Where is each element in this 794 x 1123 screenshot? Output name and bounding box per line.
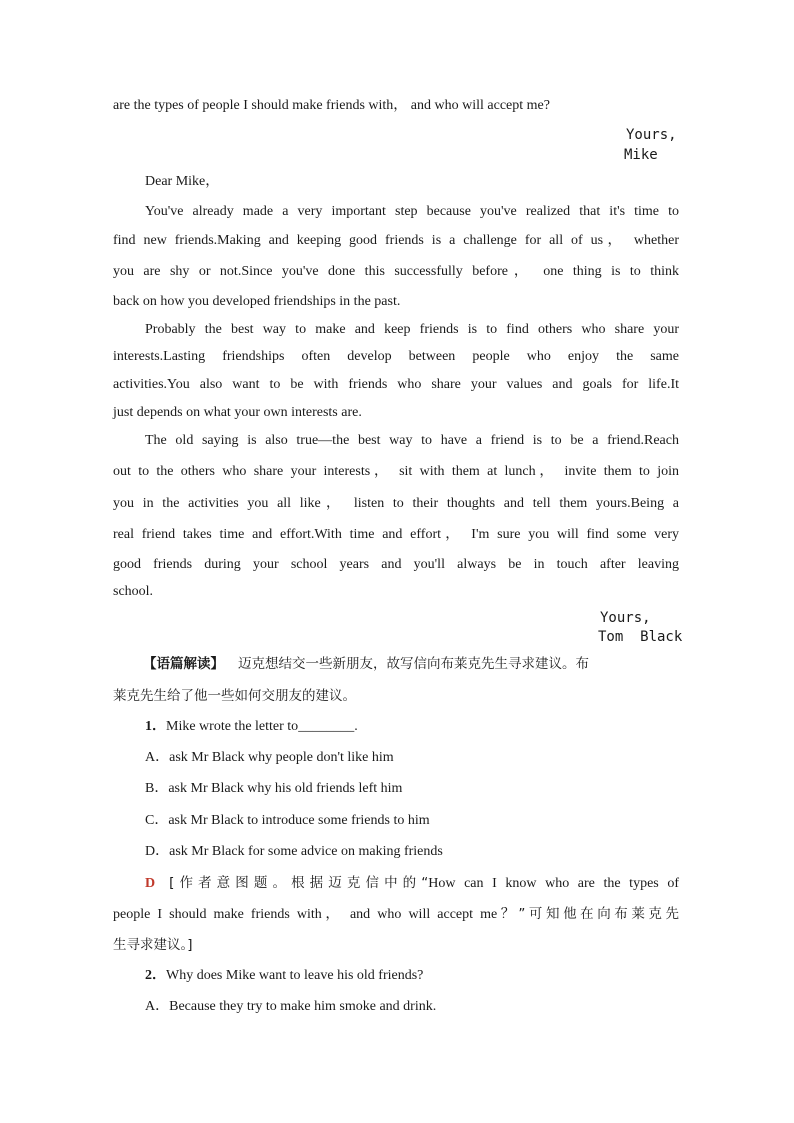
paragraph-line: find new friends.Making and keeping good friends is a challenge for all of us， whether: [113, 233, 679, 248]
paragraph-line: you in the activities you all like， listen to their thoughts and tell them yours.Being a: [113, 496, 679, 511]
paragraph-line: real friend takes time and effort.With time and effort， I'm sure you will find some very: [113, 527, 679, 542]
answer-blank: ________.: [298, 719, 358, 734]
letter2-closing: Yours,: [600, 610, 651, 626]
option-a: [145, 748, 394, 768]
analysis-label: 【语篇解读】: [143, 656, 224, 672]
question-stem: Mike wrote the letter to: [166, 719, 299, 734]
letter1-signer: Mike: [624, 147, 658, 163]
option-text: ask Mr Black why his old friends left him: [168, 781, 403, 796]
question-2: [145, 966, 423, 986]
paragraph-line: The old saying is also true—the best way to have a friend is to be a friend.Reach: [145, 433, 679, 448]
explanation-quote: people I should make friends with， and who will accept me？: [113, 907, 519, 922]
explanation-line-3: 生寻求建议。]: [113, 937, 193, 953]
option-b: [145, 779, 402, 799]
paragraph-line: You've already made a very important step because you've realized that it's time to: [145, 204, 679, 219]
paragraph-line: interests.Lasting friendships often develop between people who enjoy the same: [113, 349, 679, 364]
question-stem: Why does Mike want to leave his old friends?: [166, 968, 424, 983]
option-letter: C．: [145, 813, 169, 828]
analysis-text-1: 迈克想结交一些新朋友，故写信向布莱克先生寻求建议。布: [238, 656, 589, 672]
letter1-last-line: are the types of people I should make friends with， and who will accept me?: [113, 98, 550, 113]
option-a: [145, 997, 436, 1017]
explanation-line-1: [113, 873, 679, 894]
option-text: ask Mr Black why people don't like him: [169, 750, 394, 765]
question-number: 2．: [145, 968, 166, 983]
letter2-signer: Tom Black: [598, 629, 683, 645]
option-text: Because they try to make him smoke and drink.: [169, 999, 437, 1014]
option-letter: A．: [145, 750, 170, 765]
paragraph-line: school.: [113, 584, 154, 599]
paragraph-line: activities.You also want to be with friends who share your values and goals for life.It: [113, 377, 679, 392]
explanation-cn: ”可知他在向布莱克先: [518, 906, 679, 922]
explanation-line-2: [113, 904, 679, 925]
option-letter: A．: [145, 999, 170, 1014]
analysis-line-2: 莱克先生给了他一些如何交朋友的建议。: [113, 688, 356, 704]
paragraph-line: Probably the best way to make and keep friends is to find others who share your: [145, 322, 679, 337]
letter2-salutation: Dear Mike，: [145, 174, 220, 189]
paragraph-line: out to the others who share your interests， sit with them at lunch， invite them to join: [113, 464, 679, 479]
explanation-cn: [作者意图题。根据迈克信中的“: [169, 875, 429, 891]
question-1: [145, 717, 358, 737]
paragraph-line: just depends on what your own interests are.: [113, 405, 362, 420]
answer-key: D: [145, 876, 156, 891]
paragraph-line: back on how you developed friendships in the past.: [113, 294, 401, 309]
paragraph-line: you are shy or not.Since you've done this successfully before， one thing is to think: [113, 264, 679, 279]
letter1-closing: Yours,: [626, 127, 677, 143]
option-letter: B．: [145, 781, 169, 796]
question-number: 1．: [145, 719, 166, 734]
explanation-quote: How can I know who are the types of: [428, 876, 679, 891]
analysis-line-1: [143, 654, 589, 674]
option-text: ask Mr Black for some advice on making friends: [169, 844, 443, 859]
option-c: [145, 811, 430, 831]
option-text: ask Mr Black to introduce some friends to him: [168, 813, 430, 828]
option-d: [145, 842, 443, 862]
paragraph-line: good friends during your school years and you'll always be in touch after leaving: [113, 557, 679, 572]
option-letter: D．: [145, 844, 170, 859]
